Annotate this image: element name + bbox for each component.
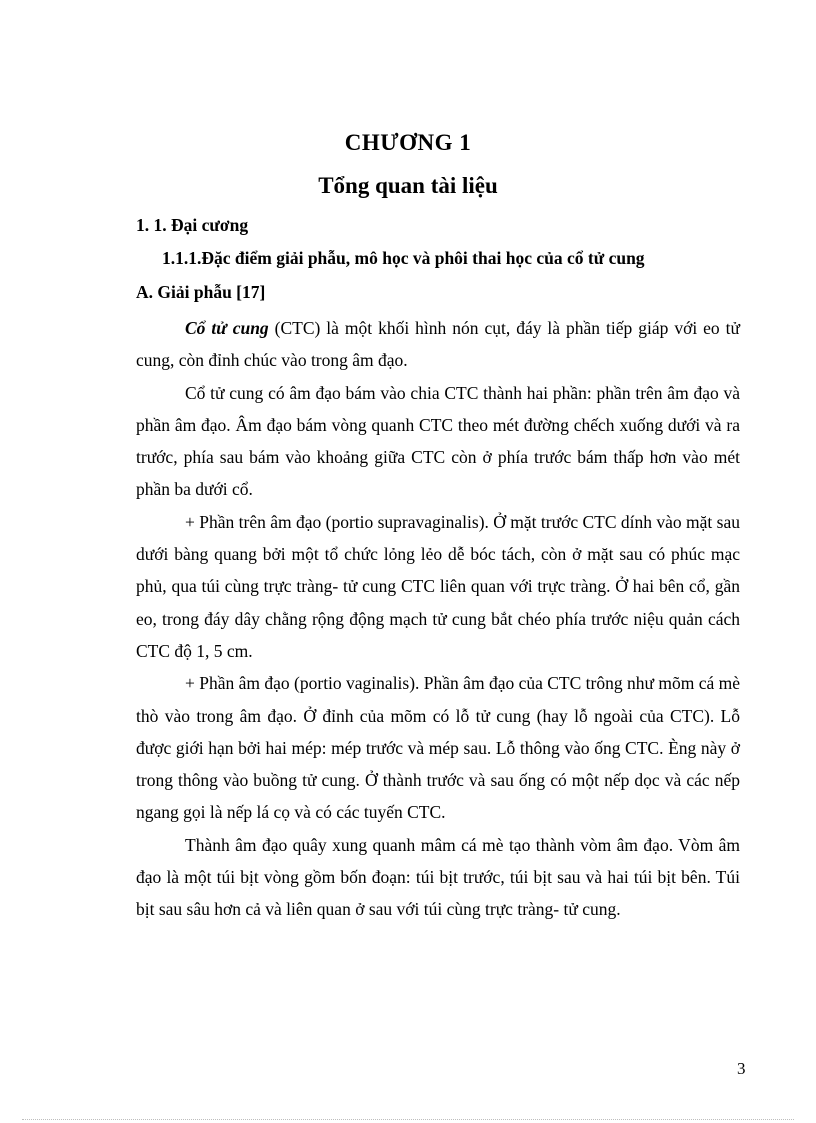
chapter-title: Tổng quan tài liệu xyxy=(318,173,498,198)
page-divider xyxy=(22,1119,794,1120)
defined-term: Cổ tử cung xyxy=(185,318,269,338)
paragraph-1 xyxy=(136,312,740,377)
page-number: 3 xyxy=(737,1059,746,1078)
body-text xyxy=(136,312,740,926)
part-heading: A. Giải phẫu [17] xyxy=(136,282,266,302)
paragraph-1-text: (CTC) là một khối hình nón cụt, đáy là phần tiếp giáp với eo tử cung, còn đỉnh chúc vào trong âm đạo. xyxy=(136,318,740,371)
paragraph-4: + Phần âm đạo (portio vaginalis). Phần âm đạo của CTC trông như mõm cá mè thò vào trong âm đạo. Ở đỉnh của mõm có lỗ tử cung (hay lỗ ngoài của CTC). Lỗ được giới hạn bởi hai mép: mép trước và mép sau. Lỗ thông vào ống CTC. Ѐng này ở trong thông vào buồng tử cung. Ở thành trước và sau ống có một nếp dọc và các nếp ngang gọi là nếp lá cọ và có các tuyến CTC. xyxy=(136,673,740,823)
section-heading: 1. 1. Đại cương xyxy=(136,215,249,235)
chapter-label: CHƯƠNG 1 xyxy=(344,130,472,155)
paragraph-2: Cổ tử cung có âm đạo bám vào chia CTC thành hai phần: phần trên âm đạo và phần âm đạo. Âm đạo bám vòng quanh CTC theo mét đường chếch xuống dưới và ra trước, phía sau bám vào khoảng giữa CTC còn ở phía trước bám thấp hơn vào mét phần ba dưới cổ. xyxy=(136,382,740,500)
paragraph-3: + Phần trên âm đạo (portio supravaginalis). Ở mặt trước CTC dính vào mặt sau dưới bàng quang bởi một tổ chức lỏng lẻo dễ bóc tách, còn ở mặt sau có phúc mạc phủ, qua túi cùng trực tràng- tử cung CTC liên quan với trực tràng. Ở hai bên cổ, gần eo, trong đáy dây chằng rộng động mạch tử cung bắt chéo phía trước niệu quản cách CTC độ 1, 5 cm. xyxy=(136,511,740,661)
paragraph-5: Thành âm đạo quây xung quanh mâm cá mè tạo thành vòm âm đạo. Vòm âm đạo là một túi bịt vòng gồm bốn đoạn: túi bịt trước, túi bịt sau và hai túi bịt bên. Túi bịt sau sâu hơn cả và liên quan ở sau với túi cùng trực tràng- tử cung. xyxy=(136,834,740,920)
subsection-heading: 1.1.1.Đặc điểm giải phẫu, mô học và phôi thai học của cổ tử cung xyxy=(162,248,645,268)
